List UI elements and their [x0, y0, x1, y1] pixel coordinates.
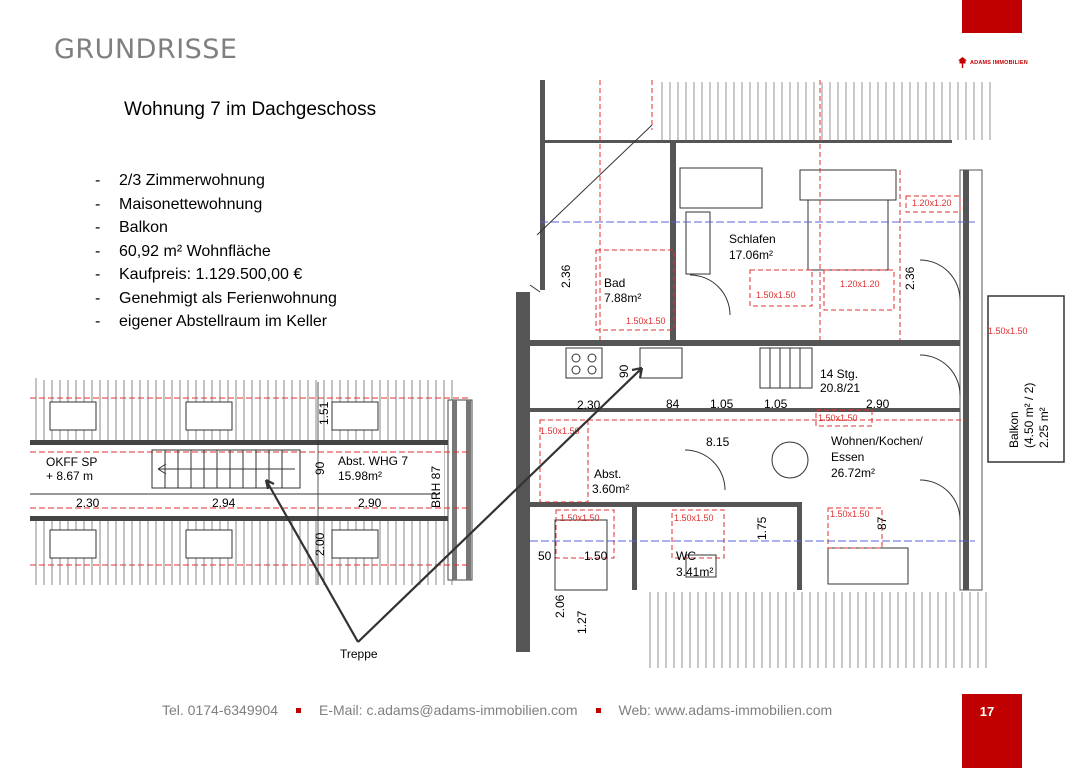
window-size-label: 1.50x1.50 — [756, 290, 796, 300]
dim-label: 2.36 — [559, 264, 573, 288]
window-size-label: 1.50x1.50 — [830, 509, 870, 519]
wc-label: WC — [676, 549, 696, 563]
feature-text: Genehmigt als Ferienwohnung — [119, 289, 337, 307]
window-size-label: 1.50x1.50 — [988, 326, 1028, 336]
stairs-label: Treppe — [340, 647, 378, 661]
bedroom-label: Schlafen — [729, 232, 776, 246]
window-size-label: 1.20x1.20 — [912, 198, 952, 208]
living-room-label: Wohnen/Kochen/ — [831, 434, 923, 448]
okff-label: OKFF SP — [46, 455, 98, 469]
separator-square — [296, 708, 301, 713]
balcony-label: Balkon — [1007, 411, 1021, 448]
separator-square — [596, 708, 601, 713]
dim-label: 1.27 — [575, 610, 589, 634]
logo-text: ADAMS IMMOBILIEN — [970, 59, 1028, 66]
storage-area: 3.60m² — [592, 482, 630, 496]
page-number: 17 — [979, 704, 995, 719]
window-size-label: 1.50x1.50 — [560, 513, 600, 523]
dim-label: 1.05 — [710, 397, 734, 411]
window-size-label: 1.50x1.50 — [674, 513, 714, 523]
feature-text: Balkon — [119, 219, 168, 236]
window-size-label: 1.50x1.50 — [818, 413, 858, 423]
attic-floor-plan — [30, 378, 472, 585]
wc-area: 3.41m² — [676, 565, 714, 579]
living-room-area: 26.72m² — [831, 466, 876, 480]
window-size-label: 1.20x1.20 — [840, 279, 880, 289]
main-floor-plan — [516, 80, 1064, 668]
bullet-dash: - — [95, 219, 101, 236]
bullet-dash: - — [95, 313, 101, 330]
storage-room-label: Abst. WHG 7 — [338, 454, 409, 468]
okff-height: + 8.67 m — [46, 469, 94, 483]
stairs-rise-label: 20.8/21 — [820, 381, 861, 395]
balcony-dimensions: (4.50 m² / 2) — [1022, 382, 1036, 448]
dim-label: 2.36 — [903, 266, 917, 290]
dim-label: 2.90 — [358, 496, 382, 510]
dim-label: 2.06 — [553, 594, 567, 618]
bullet-dash: - — [95, 242, 101, 260]
living-room-sublabel: Essen — [831, 450, 865, 464]
bathroom-label: Bad — [604, 276, 626, 290]
bathroom-area: 7.88m² — [604, 291, 642, 305]
storage-room-area: 15.98m² — [338, 469, 383, 483]
page-title: GRUNDRISSE — [54, 34, 238, 65]
dim-label: 2.00 — [313, 532, 327, 556]
website-link[interactable]: Web: www.adams-immobilien.com — [618, 702, 833, 718]
apartment-heading: Wohnung 7 im Dachgeschoss — [124, 99, 377, 120]
email-address[interactable]: E-Mail: c.adams@adams-immobilien.com — [319, 702, 578, 718]
dim-label: 2.94 — [212, 496, 236, 510]
dim-label: 84 — [666, 397, 680, 411]
dim-label: 2.30 — [76, 496, 100, 510]
dim-label: 50 — [538, 549, 552, 563]
bullet-dash: - — [95, 289, 101, 307]
dim-label: 2.90 — [866, 397, 890, 411]
window-size-label: 1.50x1.50 — [540, 426, 580, 436]
feature-text: 2/3 Zimmerwohnung — [119, 172, 265, 189]
stairs-steps-label: 14 Stg. — [820, 367, 859, 381]
dim-label: 1.51 — [317, 401, 331, 425]
bullet-dash: - — [95, 195, 101, 213]
dim-label: 8.15 — [706, 435, 730, 449]
dim-label: 87 — [875, 516, 889, 530]
feature-text: Maisonettewohnung — [119, 195, 263, 213]
dim-label: 90 — [617, 364, 631, 378]
dim-label: 1.75 — [755, 516, 769, 540]
dim-label: 1.05 — [764, 397, 788, 411]
balcony-area: 2.25 m² — [1037, 407, 1051, 448]
dim-label: 1.50 — [584, 549, 608, 563]
window-size-label: 1.50x1.50 — [626, 316, 666, 326]
bullet-dash: - — [95, 172, 101, 189]
bedroom-area: 17.06m² — [729, 248, 774, 262]
feature-text: eigener Abstellraum im Keller — [119, 313, 328, 330]
feature-text: Kaufpreis: 1.129.500,00 € — [119, 266, 303, 283]
dim-label: 90 — [313, 461, 327, 475]
phone-number: Tel. 0174-6349904 — [162, 702, 278, 718]
brh-label: BRH 87 — [429, 465, 443, 508]
bullet-dash: - — [95, 266, 101, 283]
feature-text: 60,92 m² Wohnfläche — [119, 242, 271, 260]
storage-label: Abst. — [594, 467, 622, 481]
contact-footer — [162, 702, 832, 718]
dim-label: 2.30 — [577, 398, 601, 412]
